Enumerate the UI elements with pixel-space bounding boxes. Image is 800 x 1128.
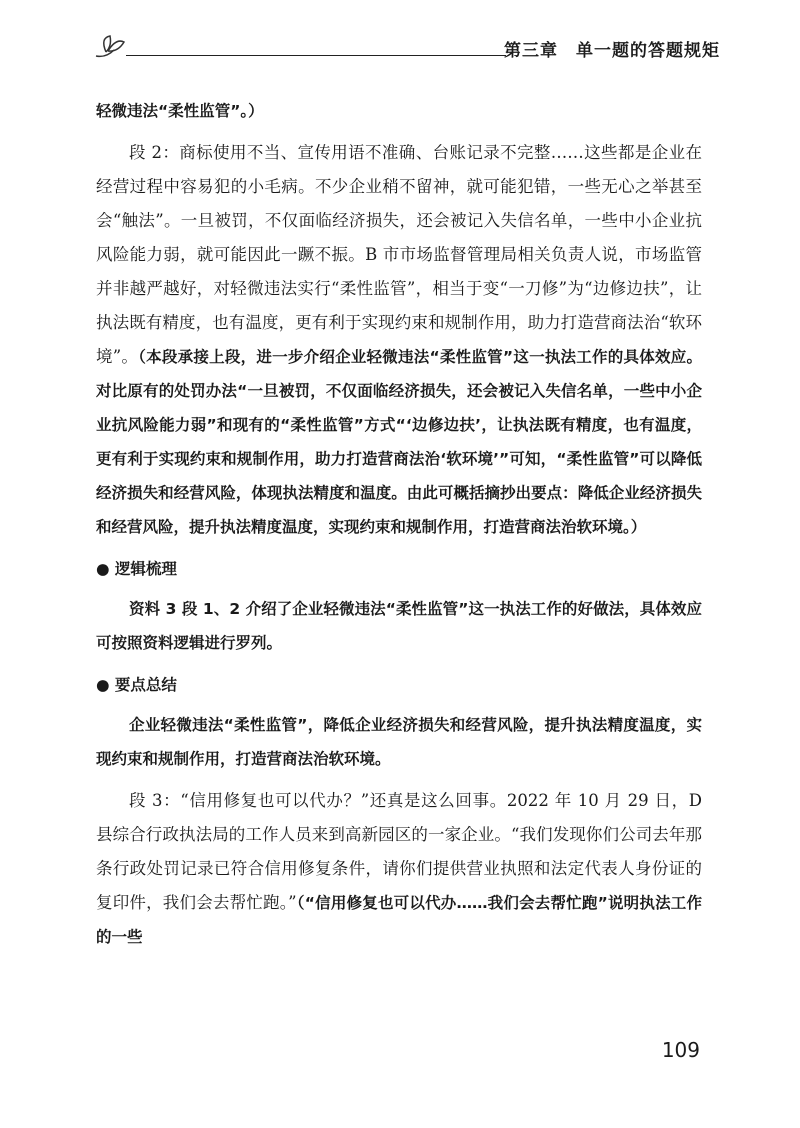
paragraph-continuation: 轻微违法“柔性监管”。）	[96, 102, 264, 120]
bullet-summary-heading: ● 要点总结	[96, 676, 177, 694]
running-header	[92, 28, 720, 68]
page-number: 109	[661, 1038, 700, 1062]
paragraph-section-2	[96, 136, 702, 544]
section-2-text: 段 2：商标使用不当、宣传用语不准确、台账记录不完整……这些都是企业在经营过程中容易犯的小毛病。不少企业稍不留神，就可能犯错，一些无心之举甚至会“触法”。一旦被罚，不仅面临经济损失，还会被记入失信名单，一些中小企业抗风险能力弱，就可能因此一蹶不振。B 市市场监督管理局相关负责人说，市场监管并非越严越好，对轻微违法实行“柔性监管”，相当于变“一刀修”为“边修边扶”，让执法既有精度，也有温度，更有利于实现约束和规制作用，助力打造营商法治“软环境”。	[96, 143, 702, 366]
logic-paragraph: 资料 3 段 1、2 介绍了企业轻微违法“柔性监管”这一执法工作的好做法，具体效应可按照资料逻辑进行罗列。	[96, 600, 702, 652]
bullet-logic-heading: ● 逻辑梳理	[96, 560, 177, 578]
summary-paragraph: 企业轻微违法“柔性监管”，降低企业经济损失和经营风险，提升执法精度温度，实现约束和规制作用，打造营商法治软环境。	[96, 716, 702, 768]
chapter-title	[504, 36, 720, 61]
header-rule	[126, 55, 506, 56]
section-2-annotation: （本段承接上段，进一步介绍企业轻微违法“柔性监管”这一执法工作的具体效应。对比原有的处罚办法“一旦被罚，不仅面临经济损失，还会被记入失信名单，一些中小企业抗风险能力弱”和现有的“柔性监管”方式“‘边修边扶’，让执法既有精度，也有温度，更有利于实现约束和规制作用，助力打造营商法治‘软环境’”可知，“柔性监管”可以降低经济损失和经营风险，体现执法精度和温度。由此可概括摘抄出要点：降低企业经济损失和经营风险，提升执法精度温度，实现约束和规制作用，打造营商法治软环境。）	[96, 348, 702, 536]
section-3-annotation: （“信用修复也可以代办……我们会去帮忙跑”说明执法工作的一些	[96, 894, 702, 946]
chapter-label: 第三章	[504, 41, 558, 61]
section-3-text: 段 3：“信用修复也可以代办？”还真是这么回事。2022 年 10 月 29 日，D 县综合行政执法局的工作人员来到高新园区的一家企业。“我们发现你们公司去年那条行政处罚记录已符合信用修复条件，请你们提供营业执照和法定代表人身份证的复印件，我们会去帮忙跑。”	[96, 791, 702, 912]
paragraph-section-3	[96, 784, 702, 954]
section-label: 单一题的答题规矩	[576, 41, 720, 61]
page-body	[96, 94, 702, 962]
